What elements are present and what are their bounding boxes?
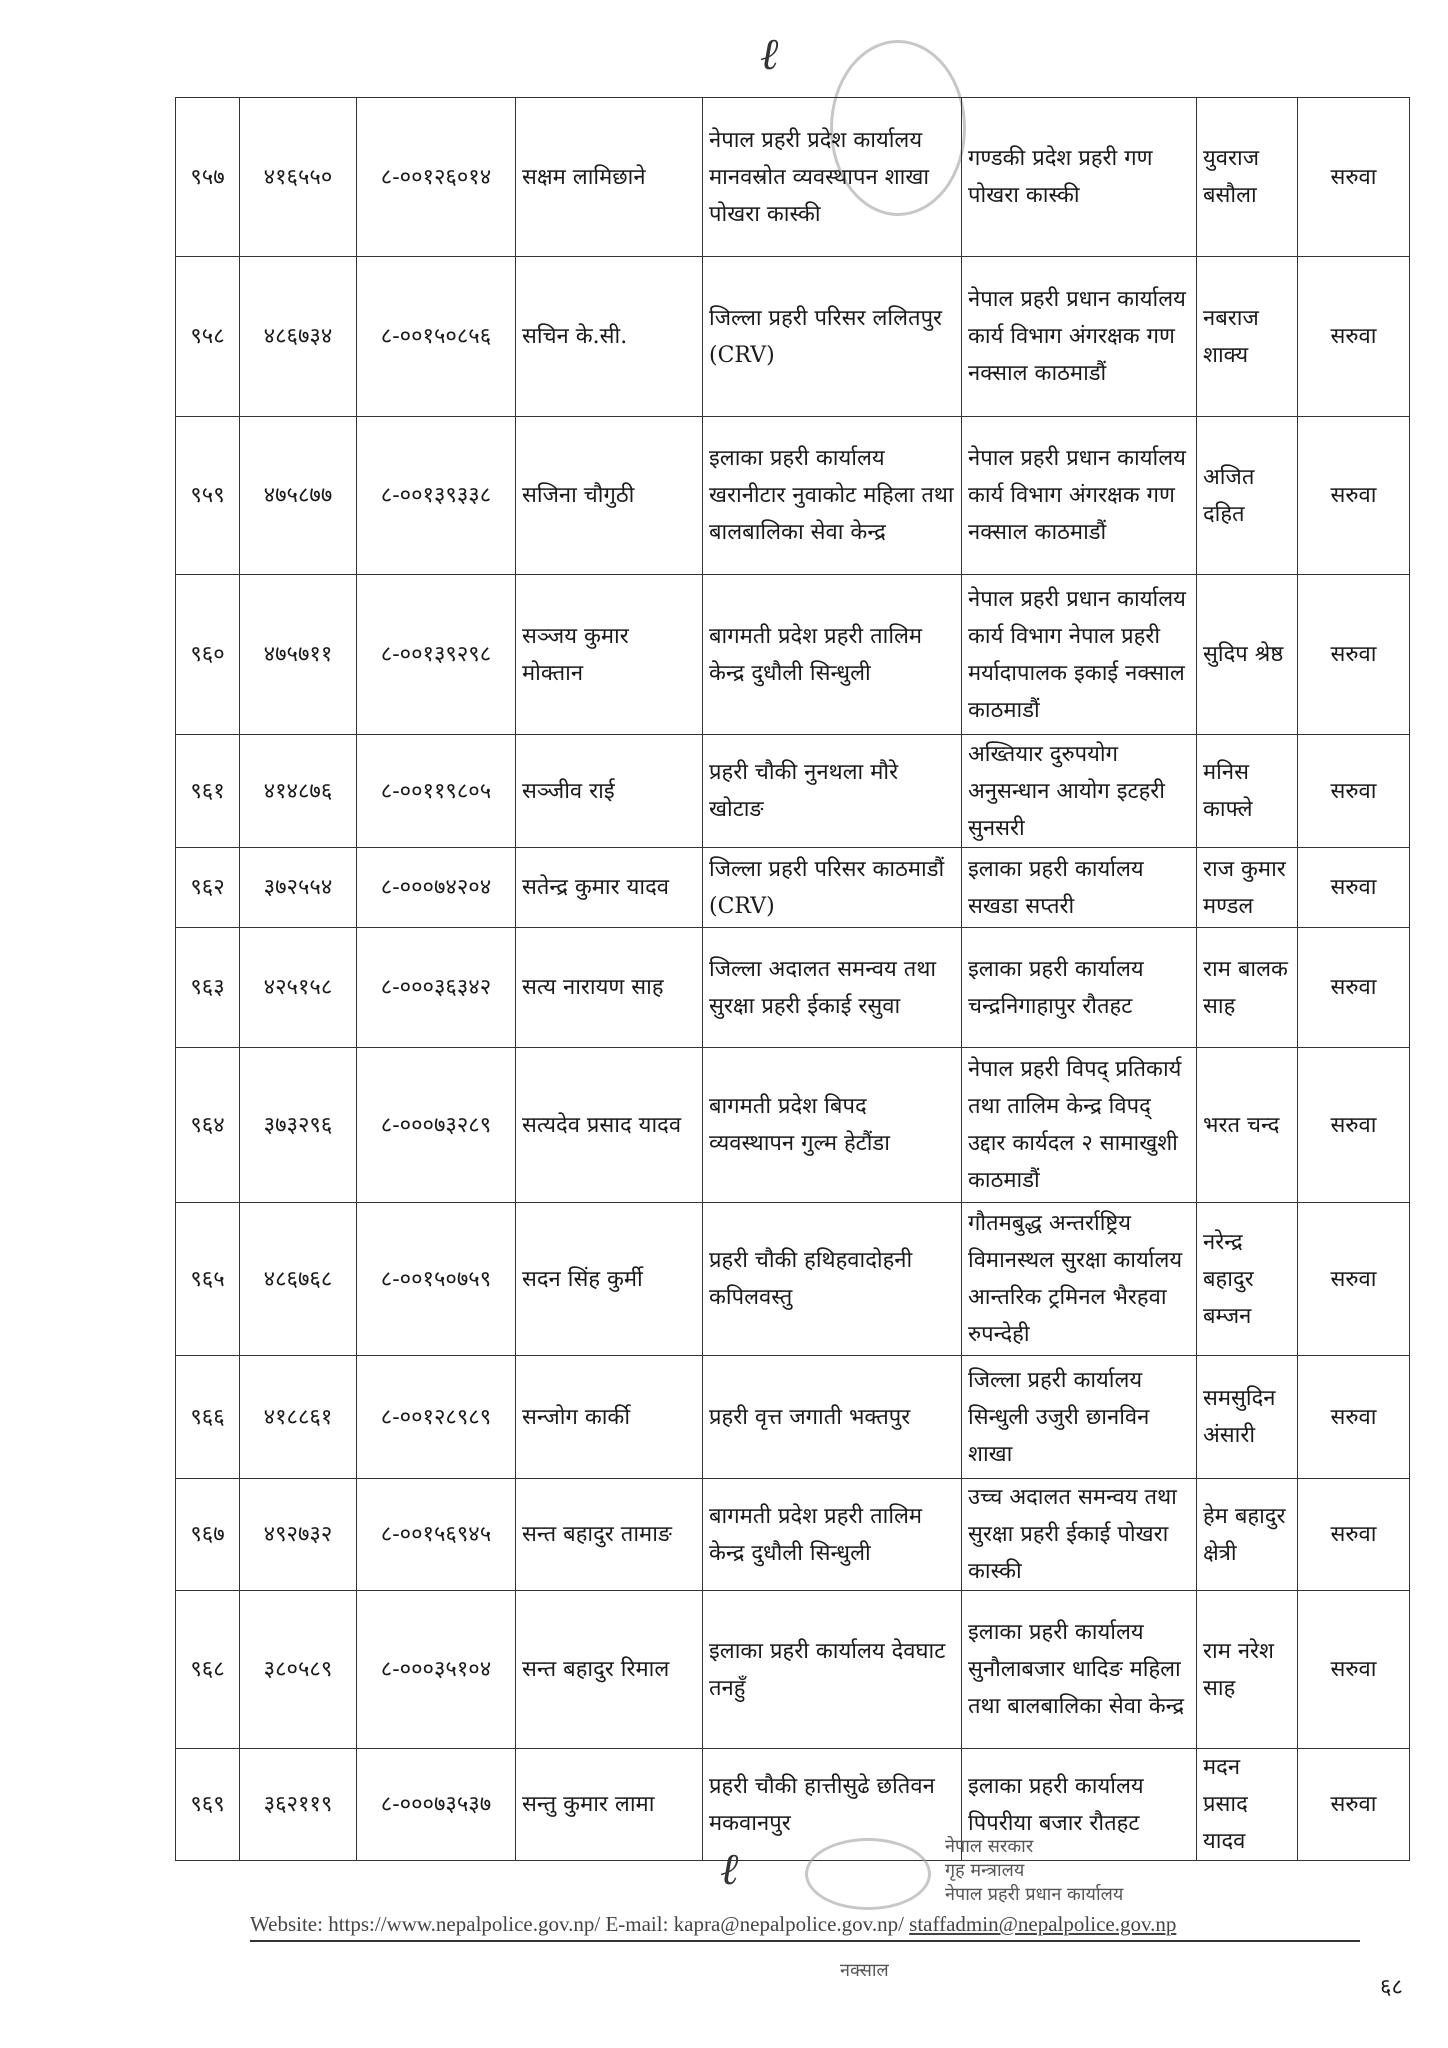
cell-name: सन्तु कुमार लामा: [516, 1749, 703, 1861]
cell-from: जिल्ला प्रहरी परिसर ललितपुर (CRV): [703, 257, 962, 417]
table-row: [176, 1479, 1410, 1591]
cell-type: सरुवा: [1298, 1203, 1410, 1356]
table-row: [176, 735, 1410, 848]
cell-from: इलाका प्रहरी कार्यालय खरानीटार नुवाकोट महिला तथा बालबालिका सेवा केन्द्र: [703, 417, 962, 575]
cell-id: ४७५८७७: [240, 417, 357, 575]
cell-to: अख्तियार दुरुपयोग अनुसन्धान आयोग इटहरी सुनसरी: [962, 735, 1197, 848]
cell-sn: ९५८: [176, 257, 240, 417]
cell-name: सञ्जीव राई: [516, 735, 703, 848]
table-row: [176, 257, 1410, 417]
cell-id: ३८०५८९: [240, 1591, 357, 1749]
cell-decider: अजित दहित: [1197, 417, 1298, 575]
cell-code: ८-००१३९२९८: [357, 575, 516, 735]
cell-sn: ९६९: [176, 1749, 240, 1861]
seal-text-4: नक्साल: [840, 1960, 889, 1981]
cell-code: ८-००१३९३३८: [357, 417, 516, 575]
cell-from: प्रहरी वृत्त जगाती भक्तपुर: [703, 1356, 962, 1479]
cell-sn: ९६१: [176, 735, 240, 848]
cell-type: सरुवा: [1298, 98, 1410, 257]
table-row: [176, 848, 1410, 928]
cell-sn: ९६६: [176, 1356, 240, 1479]
cell-name: सजिना चौगुठी: [516, 417, 703, 575]
official-seal-bottom: [805, 1838, 931, 1910]
signature-bottom: ℓ: [720, 1844, 739, 1895]
cell-to: इलाका प्रहरी कार्यालय सुनौलाबजार धादिङ महिला तथा बालबालिका सेवा केन्द्र: [962, 1591, 1197, 1749]
cell-decider: राम नरेश साह: [1197, 1591, 1298, 1749]
cell-decider: राज कुमार मण्डल: [1197, 848, 1298, 928]
cell-from: बागमती प्रदेश प्रहरी तालिम केन्द्र दुधौली सिन्धुली: [703, 575, 962, 735]
seal-text-2: गृह मन्त्रालय: [945, 1860, 1025, 1881]
cell-name: सत्यदेव प्रसाद यादव: [516, 1048, 703, 1203]
cell-sn: ९६७: [176, 1479, 240, 1591]
cell-code: ८-००१५०७५९: [357, 1203, 516, 1356]
cell-type: सरुवा: [1298, 928, 1410, 1048]
cell-code: ८-००१२६०१४: [357, 98, 516, 257]
footer-email[interactable]: staffadmin@nepalpolice.gov.np: [909, 1912, 1177, 1936]
cell-sn: ९६४: [176, 1048, 240, 1203]
cell-from: बागमती प्रदेश बिपद व्यवस्थापन गुल्म हेटौंडा: [703, 1048, 962, 1203]
cell-decider: समसुदिन अंसारी: [1197, 1356, 1298, 1479]
table-row: [176, 1749, 1410, 1861]
cell-id: ४८६७३४: [240, 257, 357, 417]
seal-text-3: नेपाल प्रहरी प्रधान कार्यालय: [945, 1884, 1124, 1905]
cell-to: नेपाल प्रहरी प्रधान कार्यालय कार्य विभाग अंगरक्षक गण नक्साल काठमाडौं: [962, 417, 1197, 575]
cell-sn: ९६३: [176, 928, 240, 1048]
cell-id: ४८६७६८: [240, 1203, 357, 1356]
cell-type: सरुवा: [1298, 735, 1410, 848]
table-row: [176, 1203, 1410, 1356]
footer-contact: [250, 1912, 1360, 1942]
cell-from: इलाका प्रहरी कार्यालय देवघाट तनहुँ: [703, 1591, 962, 1749]
cell-code: ८-०००७४२०४: [357, 848, 516, 928]
cell-name: सन्त बहादुर रिमाल: [516, 1591, 703, 1749]
cell-name: सचिन के.सी.: [516, 257, 703, 417]
cell-to: जिल्ला प्रहरी कार्यालय सिन्धुली उजुरी छानविन शाखा: [962, 1356, 1197, 1479]
cell-decider: युवराज बसौला: [1197, 98, 1298, 257]
cell-from: प्रहरी चौकी हात्तीसुढे छतिवन मकवानपुर: [703, 1749, 962, 1861]
cell-code: ८-०००३५१०४: [357, 1591, 516, 1749]
cell-name: सञ्जय कुमार मोक्तान: [516, 575, 703, 735]
cell-from: प्रहरी चौकी नुनथला मौरे खोटाङ: [703, 735, 962, 848]
page-number: ६८: [1380, 1975, 1403, 2000]
cell-id: ४७५७११: [240, 575, 357, 735]
cell-from: प्रहरी चौकी हथिहवादोहनी कपिलवस्तु: [703, 1203, 962, 1356]
cell-type: सरुवा: [1298, 417, 1410, 575]
cell-code: ८-०००७३५३७: [357, 1749, 516, 1861]
cell-sn: ९६२: [176, 848, 240, 928]
cell-decider: मदन प्रसाद यादव: [1197, 1749, 1298, 1861]
table-row: [176, 575, 1410, 735]
cell-id: ४१६५५०: [240, 98, 357, 257]
cell-to: उच्च अदालत समन्वय तथा सुरक्षा प्रहरी ईकाई पोखरा कास्की: [962, 1479, 1197, 1591]
cell-to: गौतमबुद्ध अन्तर्राष्ट्रिय विमानस्थल सुरक्षा कार्यालय आन्तरिक ट्रमिनल भैरहवा रुपन्देही: [962, 1203, 1197, 1356]
cell-type: सरुवा: [1298, 1591, 1410, 1749]
cell-id: ४९२७३२: [240, 1479, 357, 1591]
cell-decider: भरत चन्द: [1197, 1048, 1298, 1203]
cell-name: सक्षम लामिछाने: [516, 98, 703, 257]
cell-id: ३६२११९: [240, 1749, 357, 1861]
cell-code: ८-०००७३२८९: [357, 1048, 516, 1203]
table-row: [176, 1048, 1410, 1203]
cell-type: सरुवा: [1298, 257, 1410, 417]
signature-top: ℓ: [760, 29, 779, 80]
cell-from: नेपाल प्रहरी प्रदेश कार्यालय मानवस्रोत व्यवस्थापन शाखा पोखरा कास्की: [703, 98, 962, 257]
cell-sn: ९५९: [176, 417, 240, 575]
seal-text-1: नेपाल सरकार: [945, 1836, 1034, 1857]
cell-id: ३७३२९६: [240, 1048, 357, 1203]
cell-decider: नरेन्द्र बहादुर बम्जन: [1197, 1203, 1298, 1356]
cell-from: जिल्ला प्रहरी परिसर काठमाडौं (CRV): [703, 848, 962, 928]
table-row: [176, 1356, 1410, 1479]
cell-from: जिल्ला अदालत समन्वय तथा सुरक्षा प्रहरी ईकाई रसुवा: [703, 928, 962, 1048]
cell-decider: मनिस काफ्ले: [1197, 735, 1298, 848]
table-row: [176, 1591, 1410, 1749]
cell-type: सरुवा: [1298, 1356, 1410, 1479]
cell-to: नेपाल प्रहरी प्रधान कार्यालय कार्य विभाग नेपाल प्रहरी मर्यादापालक इकाई नक्साल काठमाडौं: [962, 575, 1197, 735]
cell-code: ८-००१५०८५६: [357, 257, 516, 417]
cell-decider: नबराज शाक्य: [1197, 257, 1298, 417]
cell-from: बागमती प्रदेश प्रहरी तालिम केन्द्र दुधौली सिन्धुली: [703, 1479, 962, 1591]
cell-code: ८-०००३६३४२: [357, 928, 516, 1048]
cell-to: नेपाल प्रहरी विपद् प्रतिकार्य तथा तालिम केन्द्र विपद् उद्दार कार्यदल २ सामाखुशी काठमाडौं: [962, 1048, 1197, 1203]
cell-id: ३७२५५४: [240, 848, 357, 928]
cell-decider: राम बालक साह: [1197, 928, 1298, 1048]
cell-name: सन्त बहादुर तामाङ: [516, 1479, 703, 1591]
cell-name: सन्जोग कार्की: [516, 1356, 703, 1479]
transfer-table: [175, 97, 1410, 1861]
cell-to: इलाका प्रहरी कार्यालय चन्द्रनिगाहापुर रौतहट: [962, 928, 1197, 1048]
cell-sn: ९६८: [176, 1591, 240, 1749]
cell-id: ४२५१५८: [240, 928, 357, 1048]
cell-to: गण्डकी प्रदेश प्रहरी गण पोखरा कास्की: [962, 98, 1197, 257]
cell-sn: ९६५: [176, 1203, 240, 1356]
cell-name: सदन सिंह कुर्मी: [516, 1203, 703, 1356]
cell-decider: हेम बहादुर क्षेत्री: [1197, 1479, 1298, 1591]
cell-type: सरुवा: [1298, 575, 1410, 735]
cell-to: इलाका प्रहरी कार्यालय सखडा सप्तरी: [962, 848, 1197, 928]
cell-code: ८-००११९८०५: [357, 735, 516, 848]
cell-type: सरुवा: [1298, 848, 1410, 928]
cell-sn: ९५७: [176, 98, 240, 257]
cell-code: ८-००१२८९८९: [357, 1356, 516, 1479]
cell-id: ४१८८६१: [240, 1356, 357, 1479]
cell-decider: सुदिप श्रेष्ठ: [1197, 575, 1298, 735]
cell-type: सरुवा: [1298, 1749, 1410, 1861]
cell-name: सत्य नारायण साह: [516, 928, 703, 1048]
cell-type: सरुवा: [1298, 1048, 1410, 1203]
table-row: [176, 417, 1410, 575]
footer-website[interactable]: Website: https://www.nepalpolice.gov.np/ E-mail: kapra@nepalpolice.gov.np/: [250, 1912, 904, 1936]
cell-code: ८-००१५६९४५: [357, 1479, 516, 1591]
cell-sn: ९६०: [176, 575, 240, 735]
cell-to: इलाका प्रहरी कार्यालय पिपरीया बजार रौतहट: [962, 1749, 1197, 1861]
cell-to: नेपाल प्रहरी प्रधान कार्यालय कार्य विभाग अंगरक्षक गण नक्साल काठमाडौं: [962, 257, 1197, 417]
table-row: [176, 98, 1410, 257]
cell-type: सरुवा: [1298, 1479, 1410, 1591]
cell-id: ४१४८७६: [240, 735, 357, 848]
table-row: [176, 928, 1410, 1048]
cell-name: सतेन्द्र कुमार यादव: [516, 848, 703, 928]
